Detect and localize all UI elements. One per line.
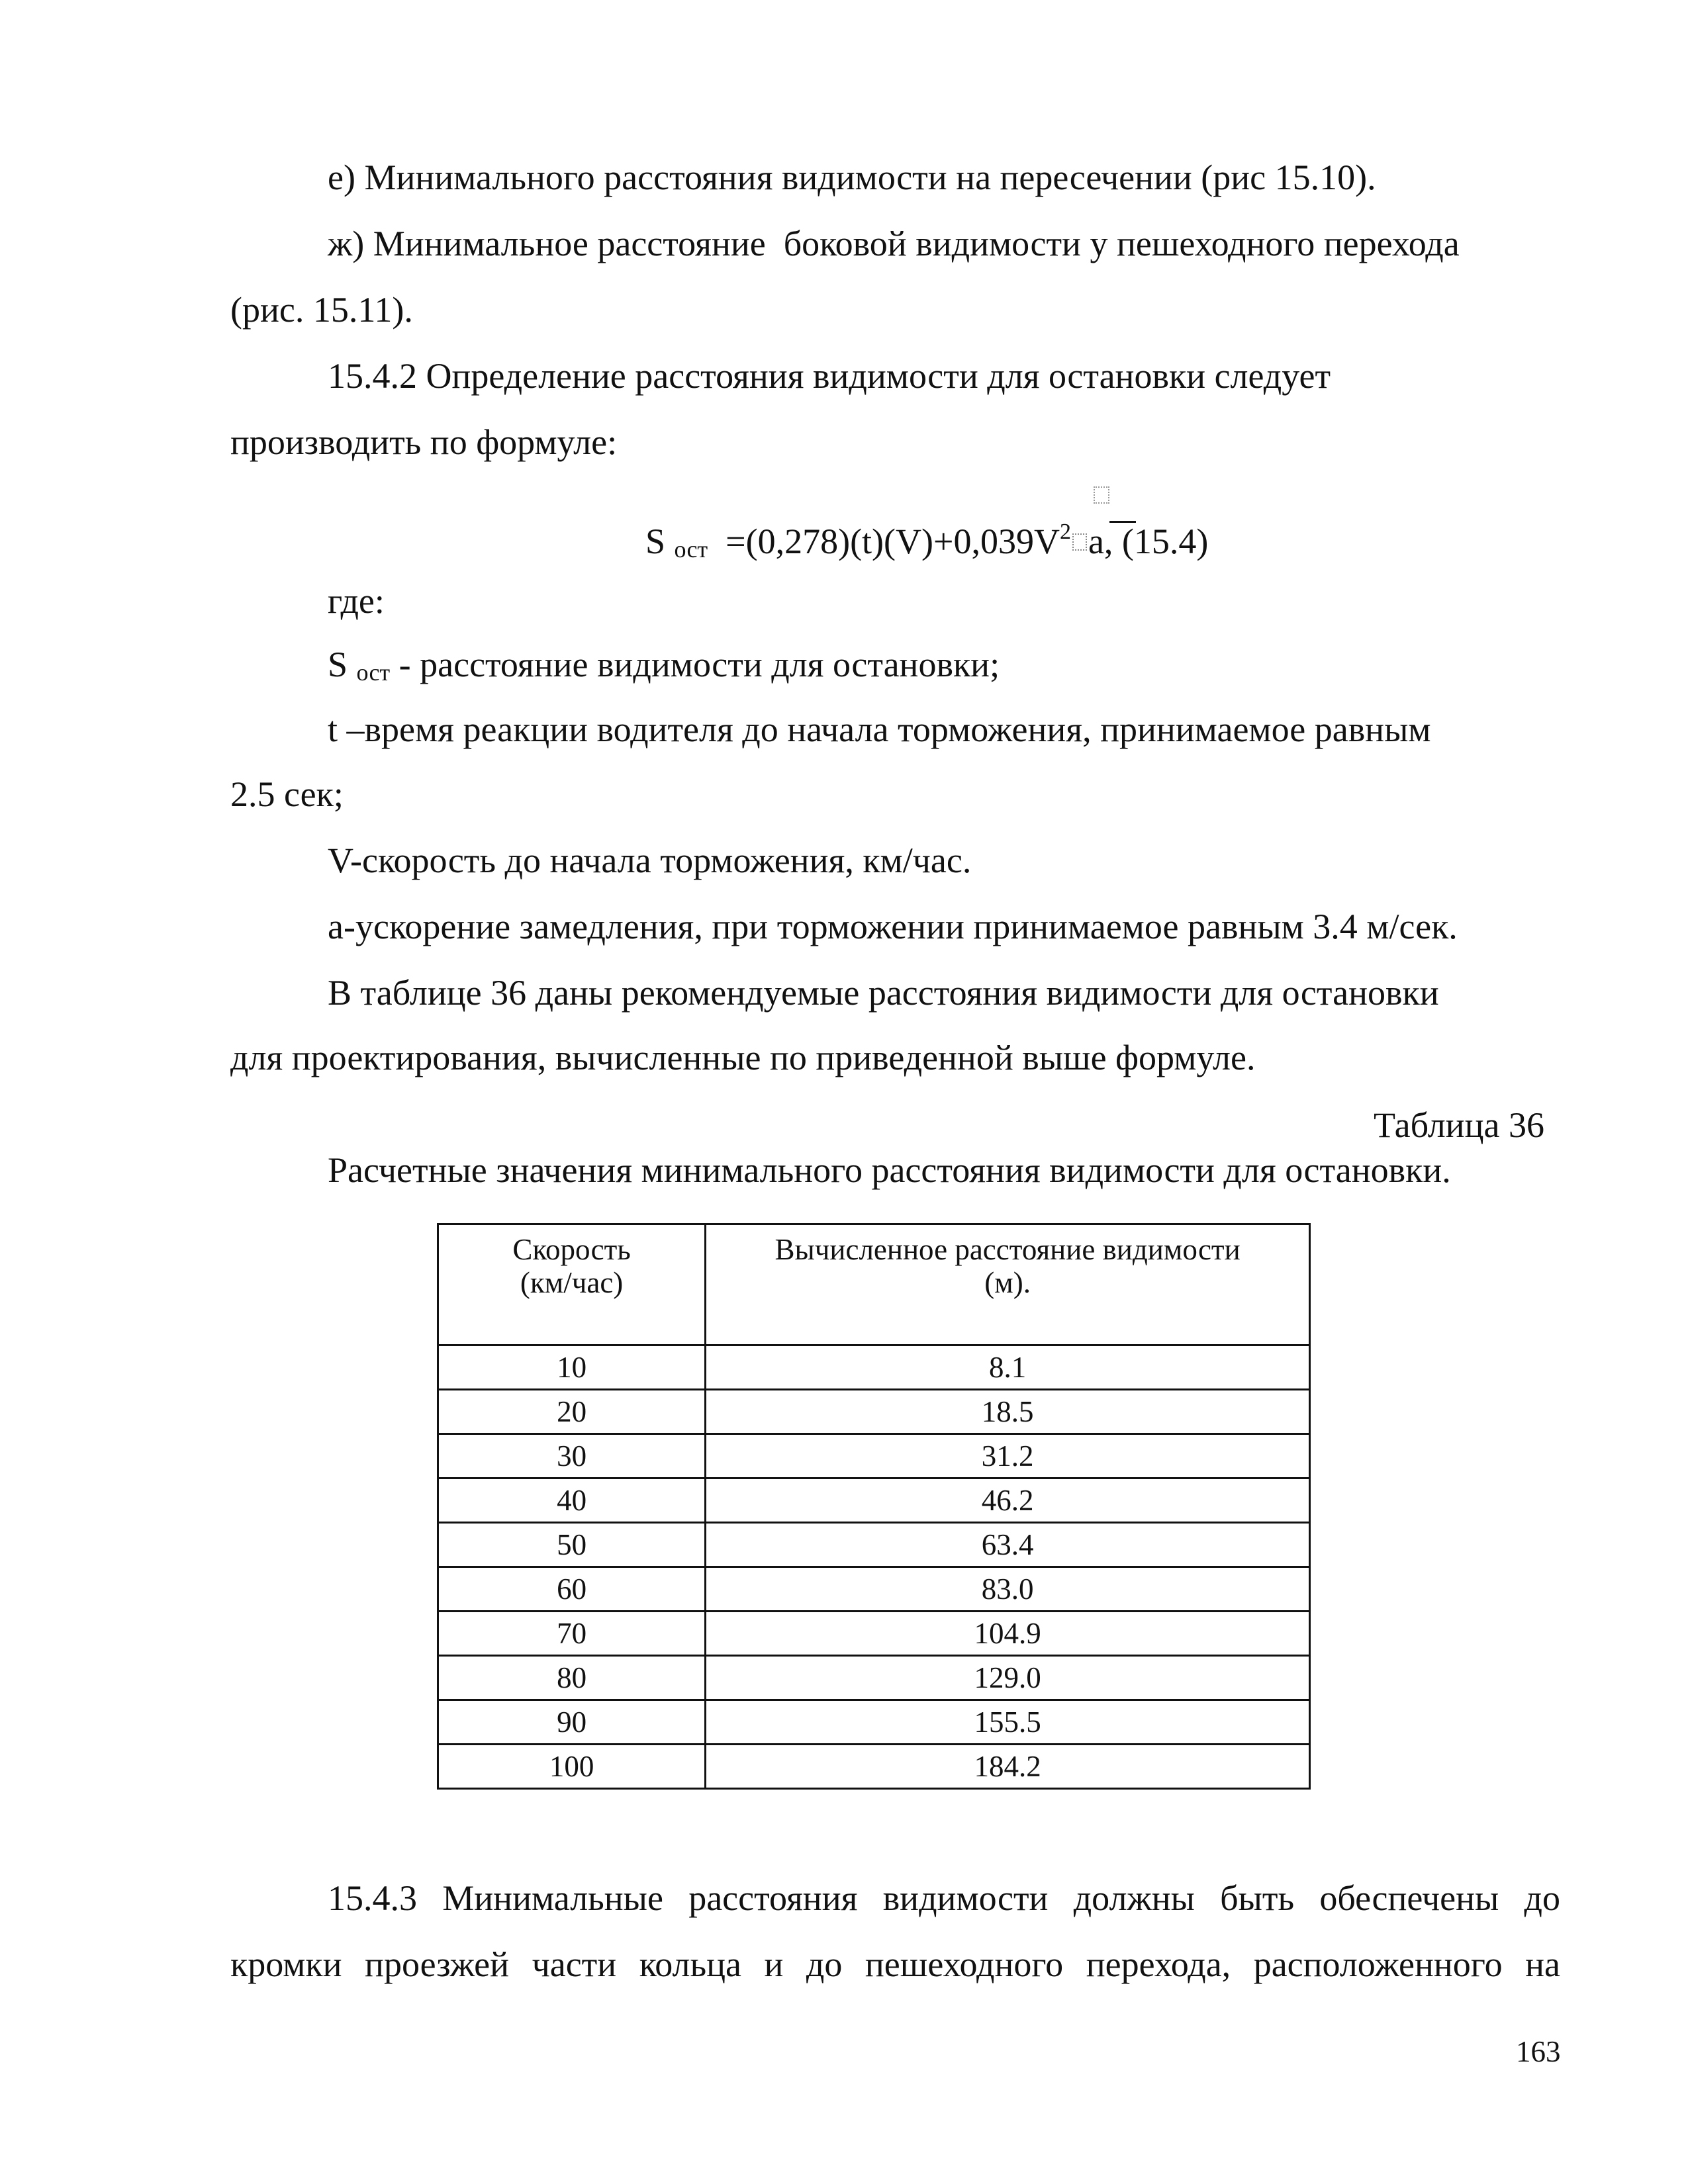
a-definition: а-ускорение замедления, при торможении принимаемое равным 3.4 м/сек. <box>328 907 1458 946</box>
visibility-distance-table <box>437 1223 1311 1790</box>
table-label: Таблица 36 <box>1374 1105 1544 1145</box>
table-header-row <box>438 1224 1310 1345</box>
table-row <box>438 1523 1310 1567</box>
speed-cell: 20 <box>438 1390 706 1434</box>
header-distance-line2: (м). <box>984 1266 1031 1299</box>
table-row <box>438 1434 1310 1479</box>
header-distance <box>706 1224 1310 1345</box>
speed-cell: 70 <box>438 1612 706 1656</box>
table-row <box>438 1745 1310 1789</box>
placeholder-box-icon <box>1072 533 1087 551</box>
speed-cell: 100 <box>438 1745 706 1789</box>
formula-tail: a, (15.4) <box>1088 522 1209 561</box>
s-definition-text: - расстояние видимости для остановки; <box>399 645 1000 684</box>
section-15-4-2-line1: 15.4.2 Определение расстояния видимости для остановки следует <box>328 356 1331 396</box>
section-15-4-2-line2: производить по формуле: <box>230 422 618 462</box>
header-speed-line1: Скорость <box>512 1233 631 1266</box>
table-row <box>438 1612 1310 1656</box>
speed-cell: 60 <box>438 1567 706 1612</box>
placeholder-box-icon <box>1094 486 1109 504</box>
speed-cell: 80 <box>438 1656 706 1700</box>
distance-cell: 155.5 <box>706 1700 1310 1745</box>
header-distance-line1: Вычисленное расстояние видимости <box>774 1233 1241 1266</box>
t-definition: t –время реакции водителя до начала торможения, принимаемое равным <box>328 709 1431 749</box>
speed-cell: 50 <box>438 1523 706 1567</box>
distance-cell: 63.4 <box>706 1523 1310 1567</box>
item-e-line: е) Минимального расстояния видимости на пересечении (рис 15.10). <box>328 158 1376 197</box>
where-label: где: <box>328 581 385 621</box>
v-definition: V-скорость до начала торможения, км/час. <box>328 841 972 880</box>
s-subscript: ост <box>356 659 391 686</box>
distance-cell: 31.2 <box>706 1434 1310 1479</box>
distance-cell: 46.2 <box>706 1479 1310 1523</box>
distance-cell: 129.0 <box>706 1656 1310 1700</box>
formula-15-4 <box>645 511 1208 570</box>
t-definition-continuation: 2.5 сек; <box>230 774 344 814</box>
table-intro-line1: В таблице 36 даны рекомендуемые расстояния видимости для остановки <box>328 973 1439 1013</box>
distance-cell: 104.9 <box>706 1612 1310 1656</box>
distance-cell: 8.1 <box>706 1345 1310 1390</box>
table-row <box>438 1479 1310 1523</box>
item-zh-continuation: (рис. 15.11). <box>230 290 413 330</box>
header-speed <box>438 1224 706 1345</box>
formula-subscript: ост <box>674 536 708 563</box>
distance-cell: 18.5 <box>706 1390 1310 1434</box>
distance-cell: 83.0 <box>706 1567 1310 1612</box>
page-number: 163 <box>1516 2035 1561 2068</box>
table-intro-line2: для проектирования, вычисленные по приведенной выше формуле. <box>230 1038 1256 1077</box>
section-15-4-3-line2: кромки проезжей части кольца и до пешеходного перехода, расположенного на <box>230 1944 1560 1984</box>
speed-cell: 10 <box>438 1345 706 1390</box>
distance-cell: 184.2 <box>706 1745 1310 1789</box>
speed-cell: 30 <box>438 1434 706 1479</box>
table-row <box>438 1567 1310 1612</box>
speed-cell: 40 <box>438 1479 706 1523</box>
table-row <box>438 1700 1310 1745</box>
table-row <box>438 1656 1310 1700</box>
table-row <box>438 1345 1310 1390</box>
speed-cell: 90 <box>438 1700 706 1745</box>
table-row <box>438 1390 1310 1434</box>
s-definition <box>328 643 1000 694</box>
header-speed-line2: (км/час) <box>520 1266 624 1299</box>
formula-body: =(0,278)(t)(V)+0,039V <box>726 522 1060 561</box>
table-caption: Расчетные значения минимального расстояния видимости для остановки. <box>328 1150 1451 1190</box>
formula-exponent: 2 <box>1059 520 1071 544</box>
item-zh-line: ж) Минимальное расстояние боковой видимости у пешеходного перехода <box>328 224 1460 263</box>
formula-s: S <box>645 522 666 561</box>
s-symbol: S <box>328 645 348 684</box>
section-15-4-3-line1: 15.4.3 Минимальные расстояния видимости должны быть обеспечены до <box>328 1878 1560 1918</box>
